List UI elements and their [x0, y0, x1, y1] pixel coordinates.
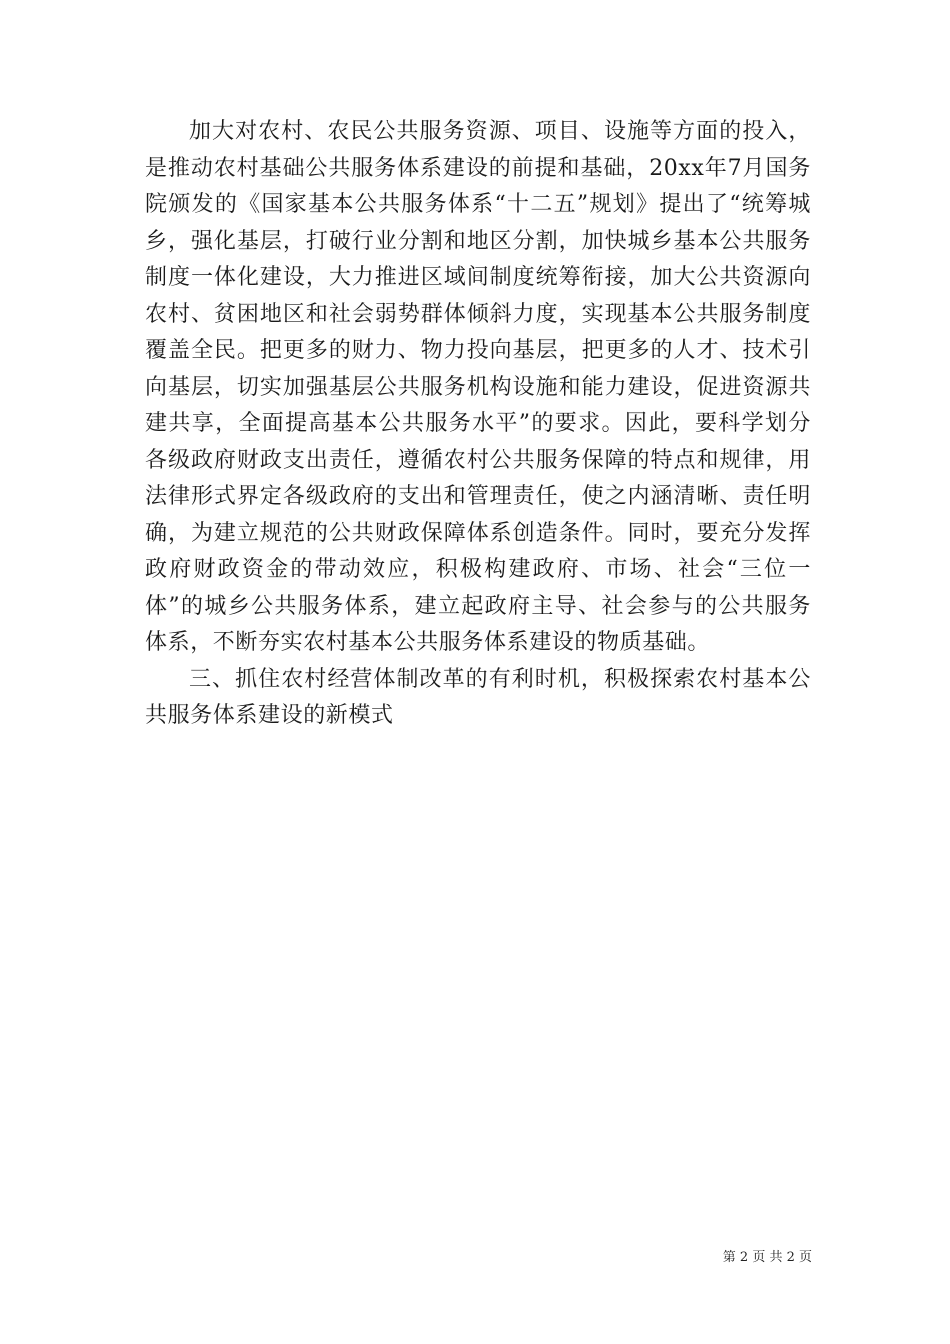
document-body: [145, 114, 811, 735]
section-heading-paragraph: 三、抓住农村经营体制改革的有利时机，积极探索农村基本公共服务体系建设的新模式: [145, 666, 811, 728]
page-number: 第 2 页 共 2 页: [722, 1250, 812, 1265]
body-paragraph: 加大对农村、农民公共服务资源、项目、设施等方面的投入，是推动农村基础公共服务体系建设的前提和基础，20xx年7月国务院颁发的《国家基本公共服务体系“十二五”规划》提出了“统筹城乡，强化基层，打破行业分割和地区分割，加快城乡基本公共服务制度一体化建设，大力推进区域间制度统筹衔接，加大公共资源向农村、贫困地区和社会弱势群体倾斜力度，实现基本公共服务制度覆盖全民。把更多的财力、物力投向基层，把更多的人才、技术引向基层，切实加强基层公共服务机构设施和能力建设，促进资源共建共享，全面提高基本公共服务水平”的要求。因此，要科学划分各级政府财政支出责任，遵循农村公共服务保障的特点和规律，用法律形式界定各级政府的支出和管理责任，使之内涵清晰、责任明确，为建立规范的公共财政保障体系创造条件。同时，要充分发挥政府财政资金的带动效应，积极构建政府、市场、社会“三位一体”的城乡公共服务体系，建立起政府主导、社会参与的公共服务体系，不断夯实农村基本公共服务体系建设的物质基础。: [145, 119, 811, 655]
